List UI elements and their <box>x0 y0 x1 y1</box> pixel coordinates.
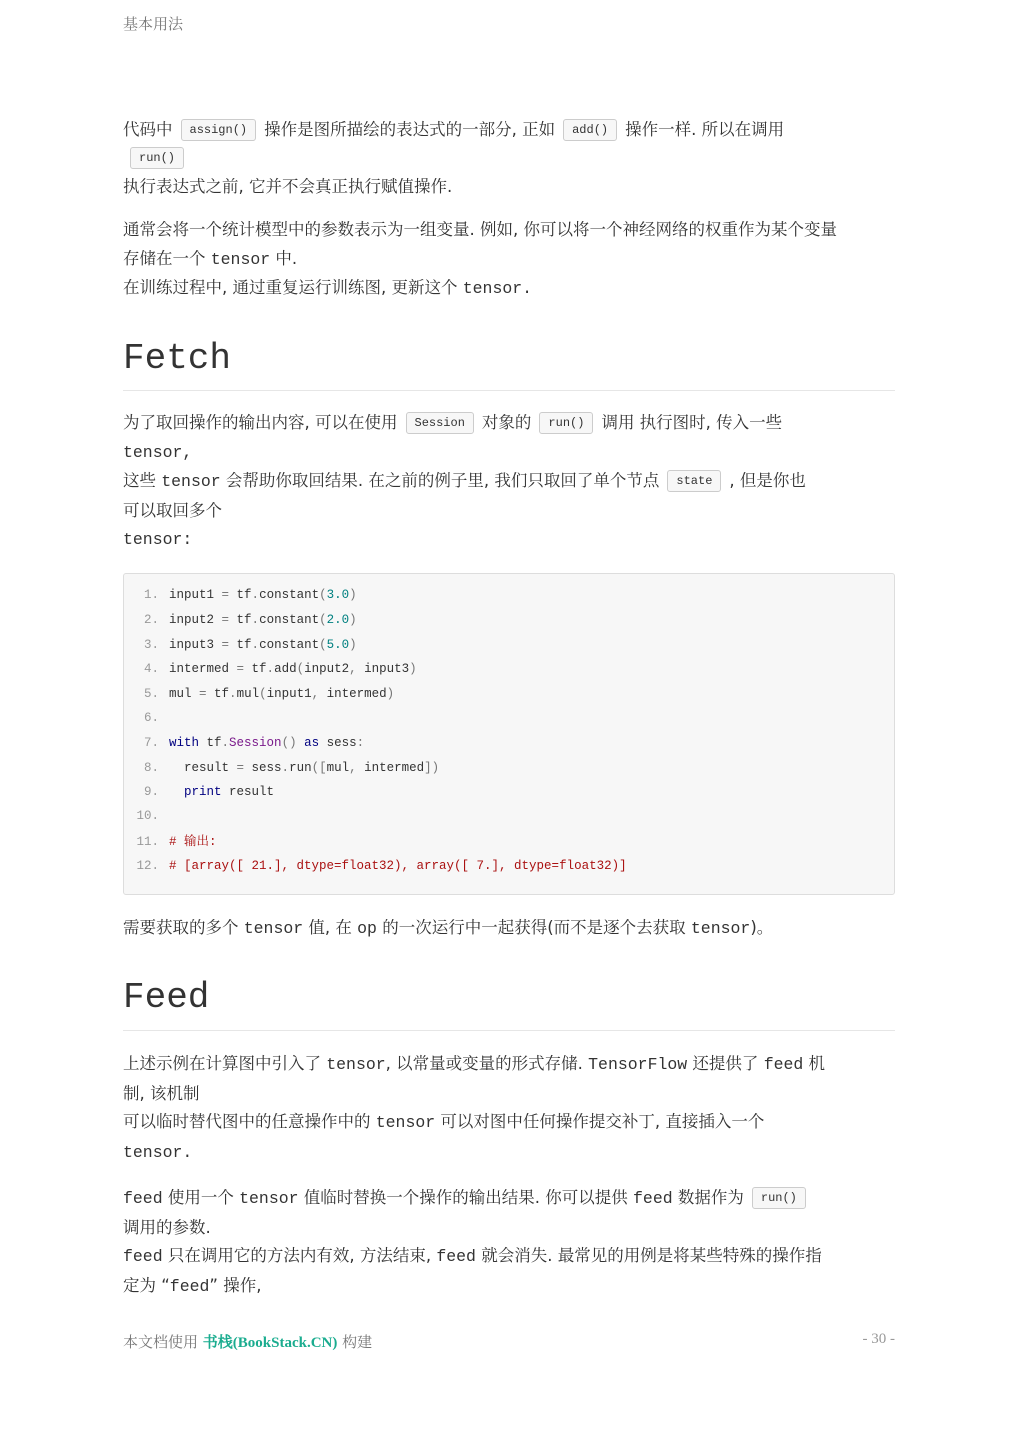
code-line: 7. with tf.Session() as sess: <box>143 736 365 750</box>
code-line: 5. mul = tf.mul(input1, intermed) <box>143 687 395 701</box>
paragraph-variables: 通常会将一个统计模型中的参数表示为一组变量. 例如, 你可以将一个神经网络的权重作为某个变量 存储在一个 tensor 中. 在训练过程中, 通过重复运行训练图, 更新这个 tensor. <box>123 220 837 298</box>
inline-code-assign: assign() <box>181 119 257 141</box>
code-line: 10. <box>136 809 159 823</box>
code-line: 2. input2 = tf.constant(2.0) <box>143 613 357 627</box>
paragraph-feed-intro: 上述示例在计算图中引入了 tensor, 以常量或变量的形式存储. TensorFlow 还提供了 feed 机 制, 该机制 可以临时替代图中的任意操作中的 tensor 可以对图中任何操作提交补丁, 直接插入一个 tensor. <box>123 1054 826 1162</box>
code-text: input1 = tf.constant(3.0) <box>169 588 357 602</box>
code-text: with tf.Session() as sess: <box>169 736 365 750</box>
footer-credit: 本文档使用 书栈(BookStack.CN) 构建 <box>123 1333 373 1351</box>
feed-heading-divider <box>123 1030 895 1031</box>
paragraph-fetch: 为了取回操作的输出内容, 可以在使用 Session 对象的 run() 调用 执行图时, 传入一些 tensor, 这些 tensor 会帮助你取回结果. 在之前的例子里, 我们只取回了单个节点 state , 但是你也 可以取回多个 tensor: <box>123 413 806 549</box>
page-number: - 30 - <box>862 1331 895 1347</box>
code-line: 9. print result <box>143 785 275 799</box>
code-text: mul = tf.mul(input1, intermed) <box>169 687 395 701</box>
fetch-heading-divider <box>123 390 895 391</box>
inline-code-run: run() <box>752 1187 806 1209</box>
code-text: intermed = tf.add(input2, input3) <box>169 662 417 676</box>
code-comment: # 输出: <box>169 835 217 849</box>
code-line: 1. input1 = tf.constant(3.0) <box>143 588 357 602</box>
code-line: 12. # [array([ 21.], dtype=float32), array([ 7.], dtype=float32)] <box>136 859 627 873</box>
code-text: input2 = tf.constant(2.0) <box>169 613 357 627</box>
code-line: 4. intermed = tf.add(input2, input3) <box>143 662 417 676</box>
inline-code-run: run() <box>130 147 184 169</box>
fetch-heading: Fetch <box>123 338 232 379</box>
code-text: result = sess.run([mul, intermed]) <box>169 761 440 775</box>
code-block <box>123 573 895 895</box>
code-line: 6. <box>143 711 159 725</box>
feed-heading: Feed <box>123 977 210 1018</box>
code-comment: # [array([ 21.], dtype=float32), array([ 7.], dtype=float32)] <box>169 859 627 873</box>
inline-code-add: add() <box>563 119 617 141</box>
inline-code-run: run() <box>539 412 593 434</box>
code-text: input3 = tf.constant(5.0) <box>169 638 357 652</box>
code-line: 8. result = sess.run([mul, intermed]) <box>143 761 440 775</box>
paragraph-assign: 代码中 assign() 操作是图所描绘的表达式的一部分, 正如 add() 操作一样. 所以在调用 run() 执行表达式之前, 它并不会真正执行赋值操作. <box>123 120 785 196</box>
inline-code-session: Session <box>406 412 474 434</box>
code-line: 11. # 输出: <box>136 835 217 849</box>
code-line: 3. input3 = tf.constant(5.0) <box>143 638 357 652</box>
bookstack-link[interactable]: 书栈(BookStack.CN) <box>202 1335 338 1351</box>
inline-code-state: state <box>667 470 721 492</box>
page-header-title: 基本用法 <box>123 15 184 33</box>
code-text: print result <box>184 785 275 799</box>
paragraph-feed-usage: feed 使用一个 tensor 值临时替换一个操作的输出结果. 你可以提供 feed 数据作为 run() 调用的参数. feed 只在调用它的方法内有效, 方法结束, feed 就会消失. 最常见的用例是将某些特殊的操作指 定为 “feed” 操作, <box>123 1188 822 1296</box>
paragraph-fetch-summary: 需要获取的多个 tensor 值, 在 op 的一次运行中一起获得(而不是逐个去获取 tensor)。 <box>123 918 774 938</box>
